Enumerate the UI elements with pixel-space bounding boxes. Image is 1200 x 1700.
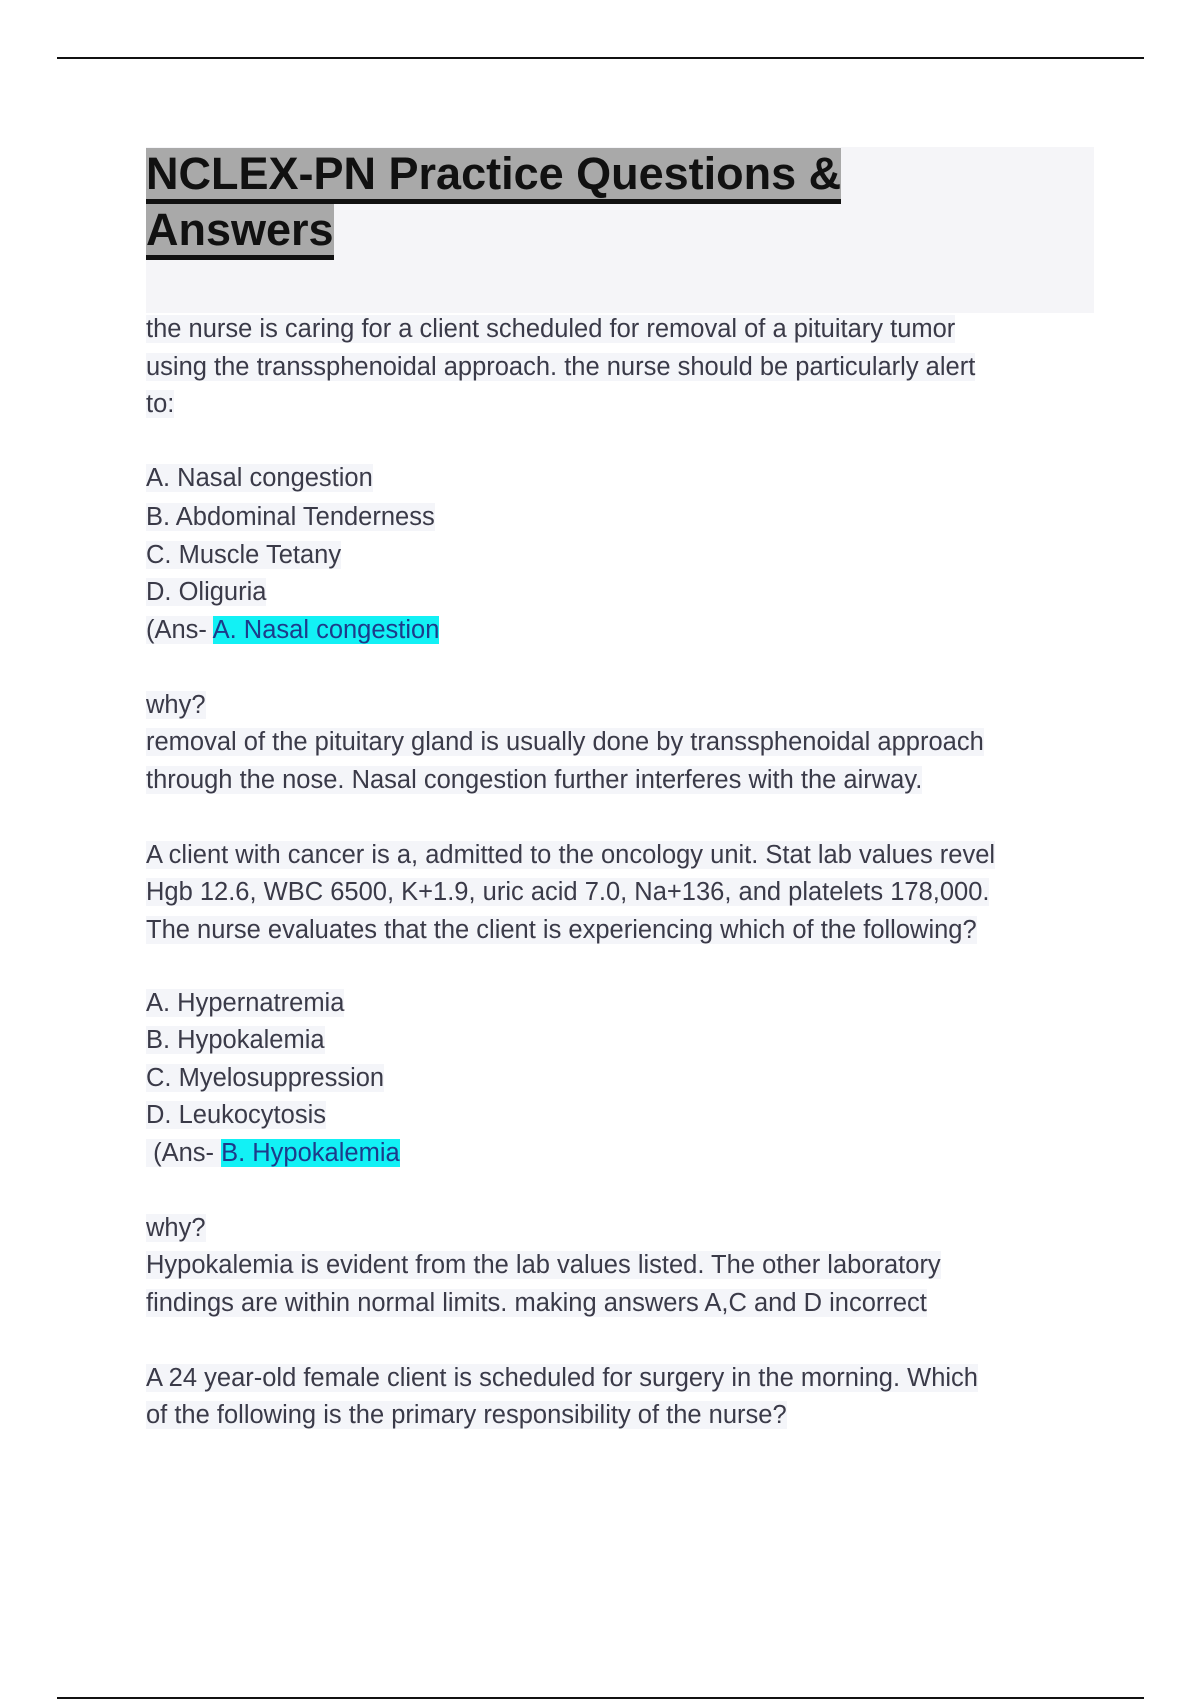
q2-option: A. Hypernatremia [146,989,345,1017]
q1-option: B. Abdominal Tenderness [146,503,435,531]
q2-why: why? [146,1214,206,1242]
q2-stem: A client with cancer is a, admitted to the oncology unit. Stat lab values revel [146,841,996,869]
q1-answer: (Ans- A. Nasal congestion [146,616,440,644]
q1-stem: using the transsphenoidal approach. the nurse should be particularly alert [146,353,976,381]
q2-option: D. Leukocytosis [146,1101,326,1129]
q2-option: B. Hypokalemia [146,1026,325,1054]
title-line: NCLEX-PN Practice Questions & [146,148,841,204]
q1-rationale: through the nose. Nasal congestion further interferes with the airway. [146,766,923,794]
q3-stem: A 24 year-old female client is scheduled for surgery in the morning. Which [146,1364,978,1392]
page-title-2 [146,203,334,257]
q2-rationale: Hypokalemia is evident from the lab values listed. The other laboratory [146,1251,941,1279]
q1-why: why? [146,691,206,719]
q2-stem: The nurse evaluates that the client is experiencing which of the following? [146,916,977,944]
q2-option: C. Myelosuppression [146,1064,385,1092]
title-line: Answers [146,204,334,260]
top-rule [57,57,1144,59]
q1-stem: to: [146,390,175,418]
q1-option: C. Muscle Tetany [146,541,342,569]
bottom-rule [57,1697,1144,1699]
q2-rationale: findings are within normal limits. making answers A,C and D incorrect [146,1289,927,1317]
q1-stem: the nurse is caring for a client scheduled for removal of a pituitary tumor [146,315,956,343]
q2-answer: (Ans- B. Hypokalemia [146,1139,400,1167]
q3-stem: of the following is the primary responsibility of the nurse? [146,1401,787,1429]
answer-highlight: A. Nasal congestion [212,616,440,644]
page-title [146,147,841,201]
q1-rationale: removal of the pituitary gland is usually done by transsphenoidal approach [146,728,984,756]
q1-option: D. Oliguria [146,578,267,606]
answer-highlight: B. Hypokalemia [221,1139,400,1167]
q1-option: A. Nasal congestion [146,464,373,492]
q2-stem: Hgb 12.6, WBC 6500, K+1.9, uric acid 7.0, Na+136, and platelets 178,000. [146,878,990,906]
